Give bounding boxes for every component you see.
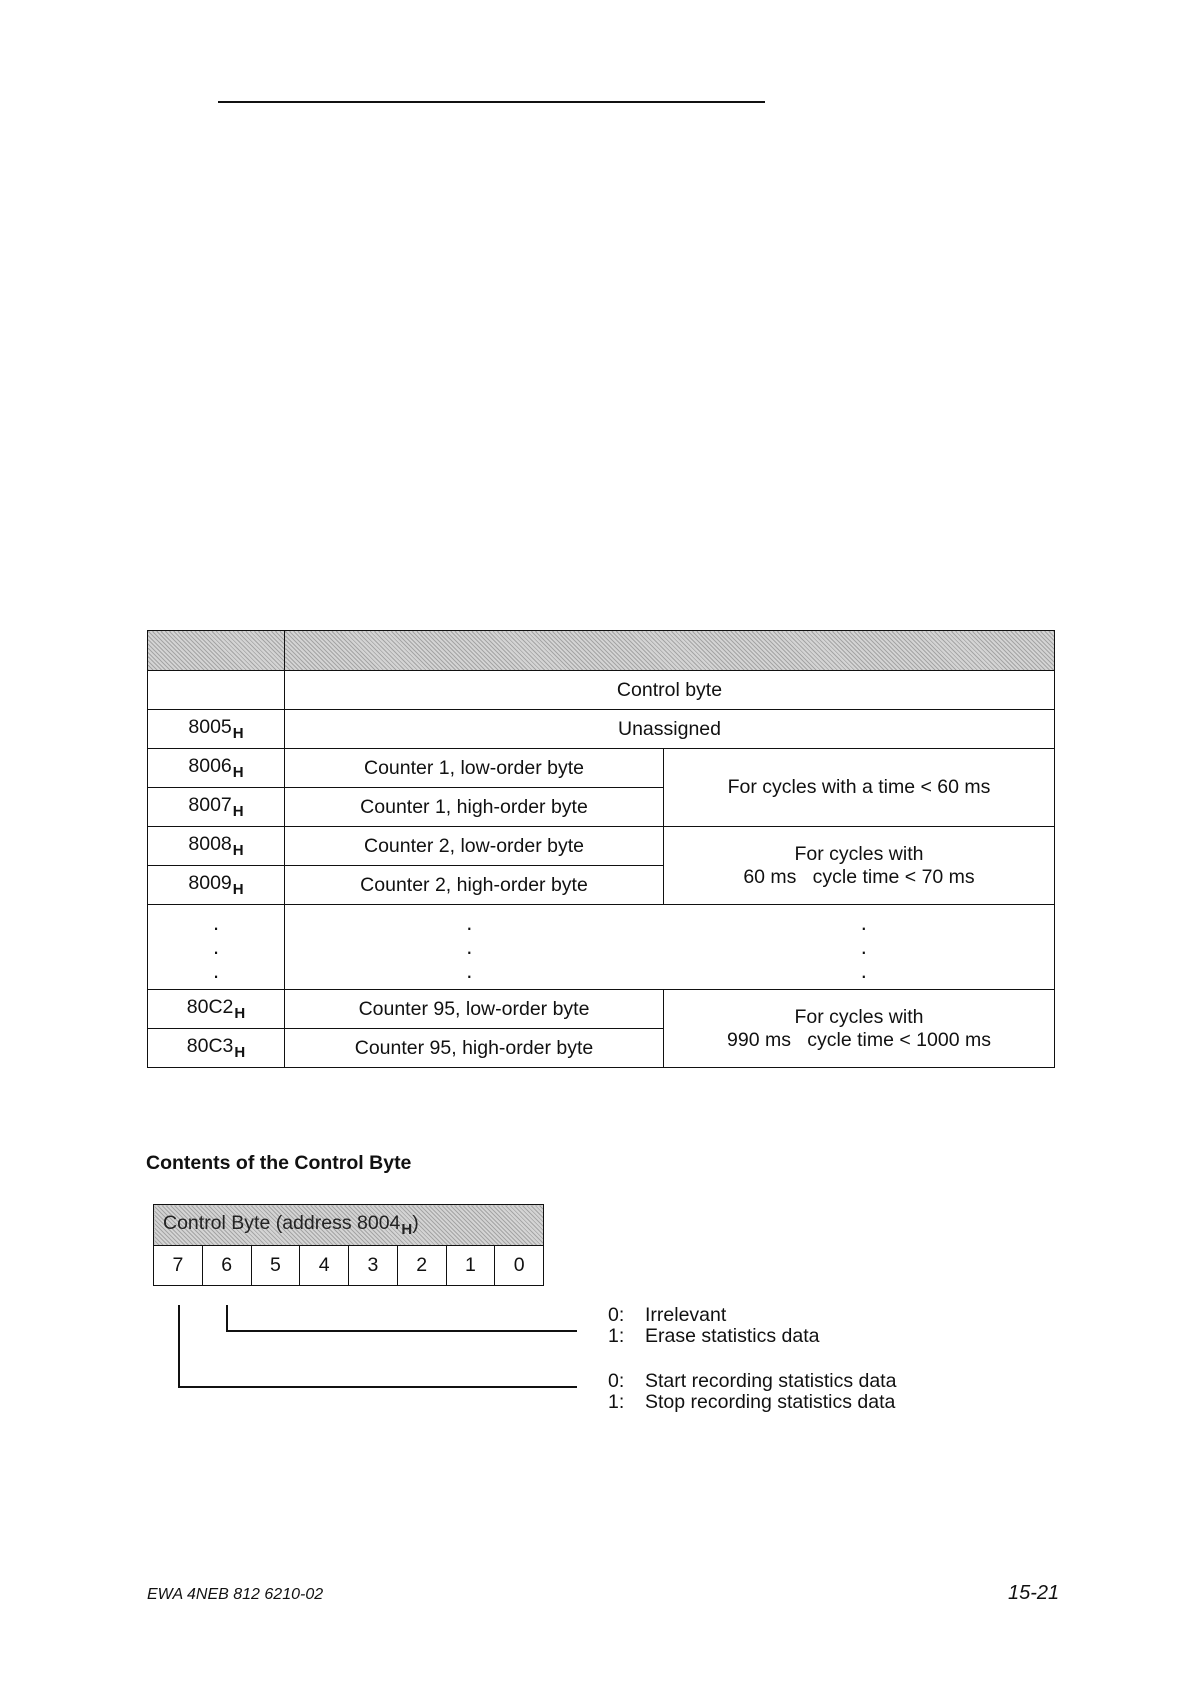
bit7-connector-vertical xyxy=(178,1305,180,1387)
address-cell: $8008_H$ xyxy=(148,827,285,866)
content-cell: Counter 2, low-order byte xyxy=(285,827,664,866)
header-content-cell xyxy=(285,631,1055,671)
bit7-connector-horizontal xyxy=(178,1386,577,1388)
legend-item: 0: Irrelevant xyxy=(608,1304,727,1326)
content-cell: Control byte xyxy=(285,671,1055,710)
footer-page-number: 15-21 xyxy=(1008,1582,1060,1604)
content-cell: Counter 95, high-order byte xyxy=(285,1029,664,1068)
bit6-connector-vertical xyxy=(226,1305,228,1331)
table-row xyxy=(148,990,1055,1029)
bit-cell-7: 7 xyxy=(154,1246,203,1286)
content-cell: Counter 2, high-order byte xyxy=(285,866,664,905)
cycle-note-cell: For cycles with 990 ms cycle time < 1000 ms xyxy=(664,990,1055,1068)
control-byte-table xyxy=(153,1204,544,1286)
table-header-row xyxy=(148,631,1055,671)
address-cell xyxy=(148,671,285,710)
content-cell: Unassigned xyxy=(285,710,1055,749)
content-cell: Counter 1, high-order byte xyxy=(285,788,664,827)
footer-doc-id: EWA 4NEB 812 6210-02 xyxy=(147,1586,324,1603)
table-row xyxy=(148,671,1055,710)
address-table xyxy=(147,630,1055,1068)
content-cell: Counter 95, low-order byte xyxy=(285,990,664,1029)
ellipsis-cell: . . . xyxy=(148,905,285,990)
ellipsis-cell: . . . . . . xyxy=(285,905,1055,990)
top-rule xyxy=(218,101,765,103)
bit-cell-5: 5 xyxy=(251,1246,300,1286)
address-cell: $80C2_H$ xyxy=(148,990,285,1029)
table-row xyxy=(148,749,1055,788)
address-cell: $80C3_H$ xyxy=(148,1029,285,1068)
bit6-legend xyxy=(608,1305,820,1347)
bit7-legend xyxy=(608,1371,896,1413)
bit-cell-2: 2 xyxy=(397,1246,446,1286)
address-cell: $8005_H$ xyxy=(148,710,285,749)
section-heading: Contents of the Control Byte xyxy=(146,1152,412,1174)
bit6-connector-horizontal xyxy=(226,1330,577,1332)
legend-item: 1: Stop recording statistics data xyxy=(608,1391,896,1413)
legend-item: 0: Start recording statistics data xyxy=(608,1370,897,1392)
address-cell: $8009_H$ xyxy=(148,866,285,905)
legend-item: 1: Erase statistics data xyxy=(608,1325,820,1347)
bit-cell-0: 0 xyxy=(495,1246,544,1286)
header-address-cell xyxy=(148,631,285,671)
address-cell: $8007_H$ xyxy=(148,788,285,827)
bit-cell-3: 3 xyxy=(349,1246,398,1286)
ellipsis-row xyxy=(148,905,1055,990)
bit-row xyxy=(154,1246,544,1286)
table-row xyxy=(148,827,1055,866)
table-row xyxy=(148,710,1055,749)
bit-cell-1: 1 xyxy=(446,1246,495,1286)
address-cell: $8006_H$ xyxy=(148,749,285,788)
bit-cell-6: 6 xyxy=(202,1246,251,1286)
cycle-note-cell: For cycles with a time < 60 ms xyxy=(664,749,1055,827)
cycle-note-cell: For cycles with 60 ms cycle time < 70 ms xyxy=(664,827,1055,905)
content-cell: Counter 1, low-order byte xyxy=(285,749,664,788)
bit-cell-4: 4 xyxy=(300,1246,349,1286)
control-byte-title: Control Byte (address $8004_H$) xyxy=(154,1205,544,1246)
